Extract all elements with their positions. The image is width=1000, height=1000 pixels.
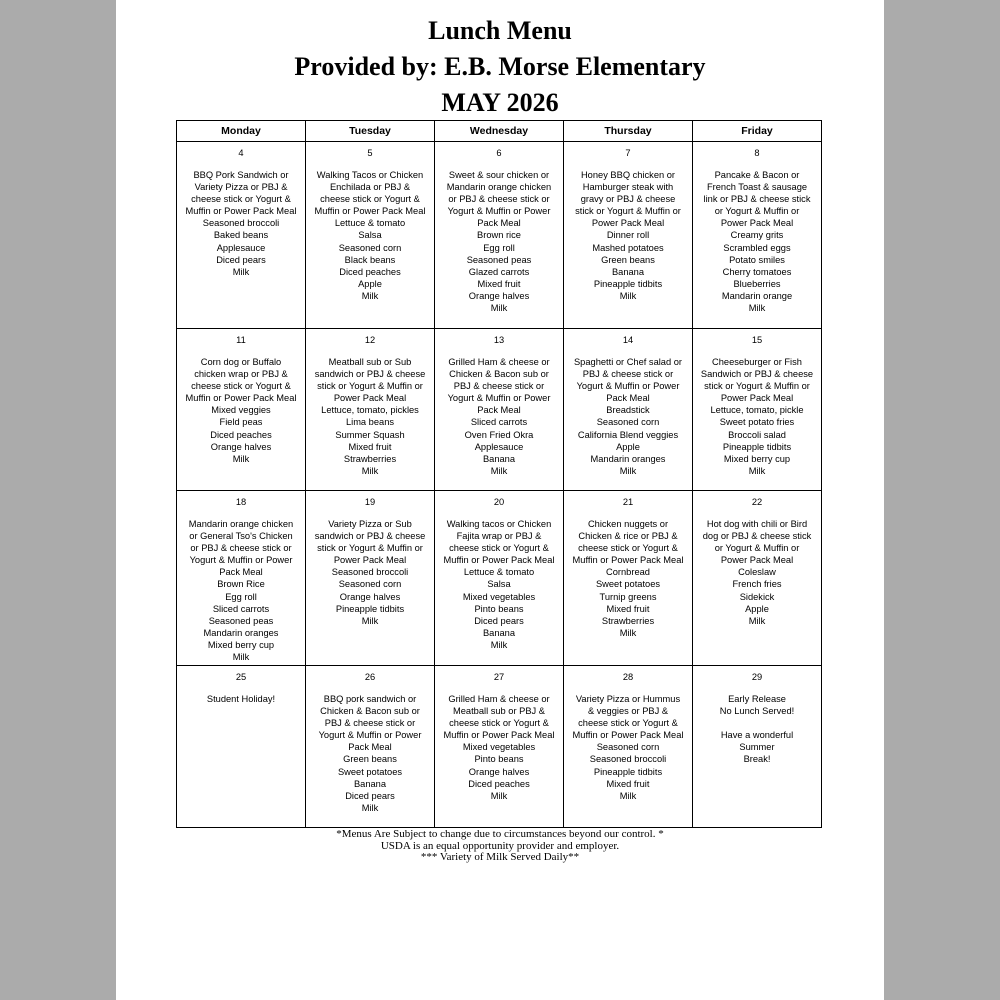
menu-items: [565, 509, 691, 639]
footer-disclaimer: *Menus Are Subject to change due to circumstances beyond our control. *: [336, 828, 664, 840]
menu-line: Milk: [361, 615, 379, 626]
week-row: [177, 491, 822, 666]
menu-line: Broccoli salad: [728, 429, 786, 440]
menu-line: Sliced carrots: [470, 417, 528, 428]
menu-line: Pinto beans: [474, 754, 524, 765]
day-cell: [306, 491, 435, 666]
menu-line: Orange halves: [468, 290, 530, 301]
menu-line: or PBJ & cheese stick or: [190, 543, 292, 554]
provider-heading: Provided by: E.B. Morse Elementary: [294, 52, 706, 81]
menu-line: Student Holiday!: [206, 694, 276, 704]
day-cell: [693, 329, 822, 491]
menu-line: Blueberries: [733, 278, 781, 289]
day-number: 20: [493, 497, 505, 507]
menu-line: Seasoned broccoli: [331, 567, 409, 578]
menu-page: [116, 0, 884, 1000]
menu-line: BBQ Pork Sandwich or: [193, 170, 289, 180]
menu-line: & veggies or PBJ &: [587, 706, 669, 717]
menu-line: Brown rice: [477, 230, 521, 241]
menu-line: Meatball sub or Sub: [328, 357, 412, 367]
menu-line: Seasoned corn: [338, 242, 402, 253]
menu-line: Banana: [353, 778, 387, 789]
menu-line: Milk: [619, 465, 637, 476]
weekday-header: Tuesday: [306, 121, 435, 142]
menu-line: PBJ & cheese stick or: [324, 718, 416, 729]
menu-line: Coleslaw: [738, 567, 776, 578]
menu-line: Milk: [748, 303, 766, 314]
menu-line: stick or Yogurt & Muffin or: [704, 381, 810, 392]
day-number: 8: [754, 148, 760, 158]
menu-line: Orange halves: [468, 766, 530, 777]
menu-line: Power Pack Meal: [720, 555, 794, 566]
menu-line: Hot dog with chili or Bird: [706, 519, 808, 529]
footer-notes: [116, 829, 884, 864]
menu-line: Lima beans: [345, 417, 395, 428]
menu-items: [436, 347, 562, 477]
day-number: 4: [238, 148, 244, 158]
menu-line: PBJ & cheese stick or: [453, 381, 545, 392]
day-cell: [564, 666, 693, 828]
menu-line: Oven Fried Okra: [464, 429, 534, 440]
menu-line: Orange halves: [210, 441, 272, 452]
day-cell: [564, 329, 693, 491]
menu-line: Mandarin orange: [721, 290, 793, 301]
menu-line: Milk: [361, 290, 379, 301]
menu-line: Pack Meal: [477, 405, 521, 416]
day-cell: [435, 666, 564, 828]
day-number: 15: [751, 335, 763, 345]
menu-line: cheese stick or Yogurt &: [191, 381, 291, 392]
menu-line: Baked beans: [213, 230, 269, 241]
menu-line: Power Pack Meal: [720, 218, 794, 229]
menu-line: Milk: [361, 802, 379, 813]
menu-line: Banana: [482, 627, 516, 638]
menu-line: Turnip greens: [599, 591, 657, 602]
menu-line: dog or PBJ & cheese stick: [702, 531, 812, 542]
day-cell: [306, 329, 435, 491]
menu-line: Black beans: [344, 254, 396, 265]
menu-items: [178, 347, 304, 465]
menu-line: Variety Pizza or Hummus: [575, 694, 681, 704]
menu-line: Brown Rice: [217, 579, 265, 590]
menu-line: or Yogurt & Muffin or: [714, 206, 800, 217]
menu-line: Mixed berry cup: [723, 453, 791, 464]
menu-line: Lettuce & tomato: [334, 218, 406, 229]
day-cell: [177, 329, 306, 491]
menu-line: Break!: [743, 754, 771, 765]
menu-line: Mixed fruit: [477, 278, 521, 289]
menu-line: Yogurt & Muffin or Power: [447, 393, 551, 404]
menu-line: Chicken & Bacon sub or: [449, 369, 549, 380]
menu-line: Diced peaches: [339, 266, 401, 277]
day-number: 7: [625, 148, 631, 158]
day-number: 5: [367, 148, 373, 158]
menu-line: Variety Pizza or PBJ &: [194, 182, 288, 193]
menu-line: Yogurt & Muffin or Power: [318, 730, 422, 741]
menu-items: [436, 509, 562, 651]
menu-line: Muffin or Power Pack Meal: [572, 730, 684, 741]
menu-line: Spaghetti or Chef salad or: [573, 357, 682, 367]
lunch-calendar: [176, 120, 822, 828]
menu-line: chicken wrap or PBJ &: [194, 369, 288, 380]
menu-items: [178, 160, 304, 278]
menu-line: Muffin or Power Pack Meal: [443, 555, 555, 566]
menu-line: Muffin or Power Pack Meal: [314, 206, 426, 217]
menu-line: Milk: [748, 465, 766, 476]
menu-line: Enchilada or PBJ &: [329, 182, 411, 193]
menu-line: stick or Yogurt & Muffin or: [575, 206, 681, 217]
menu-line: Mandarin orange chicken: [188, 519, 294, 529]
menu-line: Mixed veggies: [211, 405, 271, 416]
week-row: [177, 329, 822, 491]
menu-line: Variety Pizza or Sub: [328, 519, 412, 529]
menu-line: link or PBJ & cheese stick: [703, 194, 811, 205]
menu-line: Milk: [490, 639, 508, 650]
menu-line: Muffin or Power Pack Meal: [185, 393, 297, 404]
week-row: [177, 142, 822, 329]
menu-line: Sweet potato fries: [719, 417, 795, 428]
menu-line: Diced peaches: [210, 429, 272, 440]
day-number: 22: [751, 497, 763, 507]
menu-line: sandwich or PBJ & cheese: [314, 531, 426, 542]
menu-line: Dinner roll: [606, 230, 650, 241]
menu-line: Milk: [361, 465, 379, 476]
menu-line: Power Pack Meal: [720, 393, 794, 404]
menu-line: Sliced carrots: [212, 603, 270, 614]
menu-line: Sidekick: [739, 591, 775, 602]
menu-line: Cheeseburger or Fish: [712, 357, 802, 367]
week-row: [177, 666, 822, 828]
menu-line: Pack Meal: [606, 393, 650, 404]
menu-line: Milk: [232, 453, 250, 464]
menu-line: Grilled Ham & cheese or: [448, 357, 550, 367]
menu-line: California Blend veggies: [577, 429, 679, 440]
menu-line: Strawberries: [343, 453, 397, 464]
day-number: 25: [235, 672, 247, 682]
menu-line: Milk: [490, 790, 508, 801]
menu-line: gravy or PBJ & cheese: [580, 194, 676, 205]
weekday-header-row: [177, 121, 822, 142]
menu-line: Diced pears: [345, 790, 395, 801]
day-number: 18: [235, 497, 247, 507]
menu-line: Muffin or Power Pack Meal: [185, 206, 297, 217]
menu-line: Banana: [482, 453, 516, 464]
menu-line: Power Pack Meal: [333, 555, 407, 566]
menu-line: Lettuce, tomato, pickle: [710, 405, 804, 416]
menu-line: stick or Yogurt & Muffin or: [317, 543, 423, 554]
menu-line: stick or Yogurt & Muffin or: [317, 381, 423, 392]
menu-line: cheese stick or Yogurt &: [578, 718, 678, 729]
menu-items: [436, 160, 562, 314]
month-heading: MAY 2026: [441, 88, 559, 117]
menu-line: Potato smiles: [729, 254, 785, 265]
menu-items: [565, 684, 691, 802]
menu-line: Seasoned broccoli: [202, 218, 280, 229]
day-number: 12: [364, 335, 376, 345]
weekday-header: Thursday: [564, 121, 693, 142]
menu-line: Mixed berry cup: [207, 639, 275, 650]
weekday-header: Wednesday: [435, 121, 564, 142]
day-cell: [564, 142, 693, 329]
day-cell: [435, 142, 564, 329]
menu-line: Milk: [748, 615, 766, 626]
menu-line: Sweet potatoes: [337, 766, 403, 777]
day-number: 27: [493, 672, 505, 682]
menu-items: [694, 509, 820, 627]
menu-line: Meatball sub or PBJ &: [453, 706, 545, 717]
weekday-header: Friday: [693, 121, 822, 142]
menu-line: Seasoned peas: [208, 615, 274, 626]
menu-line: Seasoned corn: [596, 742, 660, 753]
menu-line: Honey BBQ chicken or: [580, 170, 676, 180]
menu-line: Sweet potatoes: [595, 579, 661, 590]
day-number: 14: [622, 335, 634, 345]
menu-line: Salsa: [358, 230, 382, 241]
menu-line: or Yogurt & Muffin or: [714, 543, 800, 554]
menu-line: Pineapple tidbits: [593, 766, 663, 777]
menu-line: Chicken nuggets or: [587, 519, 669, 529]
page-title: Lunch Menu: [428, 16, 572, 45]
menu-line: Milk: [619, 290, 637, 301]
menu-items: [565, 160, 691, 302]
menu-line: Glazed carrots: [468, 266, 530, 277]
day-number: 26: [364, 672, 376, 682]
menu-line: Seasoned corn: [338, 579, 402, 590]
menu-line: Lettuce, tomato, pickles: [321, 405, 419, 416]
menu-line: Pinto beans: [474, 603, 524, 614]
menu-line: Pineapple tidbits: [593, 278, 663, 289]
menu-line: Banana: [611, 266, 645, 277]
day-cell: [306, 666, 435, 828]
menu-line: Pack Meal: [477, 218, 521, 229]
menu-items: [178, 684, 304, 705]
menu-line: Walking Tacos or Chicken: [316, 170, 424, 180]
day-cell: [177, 142, 306, 329]
menu-line: Seasoned broccoli: [589, 754, 667, 765]
day-number: 19: [364, 497, 376, 507]
menu-line: Muffin or Power Pack Meal: [443, 730, 555, 741]
menu-line: Scrambled eggs: [723, 242, 791, 253]
day-cell: [564, 491, 693, 666]
menu-line: Diced pears: [474, 615, 524, 626]
day-number: 29: [751, 672, 763, 682]
menu-line: Sandwich or PBJ & cheese: [700, 369, 814, 380]
day-cell: [177, 491, 306, 666]
menu-line: Chicken & rice or PBJ &: [578, 531, 678, 542]
menu-line: French fries: [732, 579, 782, 590]
menu-line: Apple: [745, 603, 769, 614]
menu-line: Salsa: [487, 579, 511, 590]
day-number: 6: [496, 148, 502, 158]
weekday-header: Monday: [177, 121, 306, 142]
menu-line: Green beans: [343, 754, 397, 765]
menu-line: Milk: [619, 790, 637, 801]
menu-line: Mixed vegetables: [462, 742, 536, 753]
menu-line: Mixed fruit: [606, 778, 650, 789]
menu-line: Milk: [232, 266, 250, 277]
menu-line: Apple: [616, 441, 640, 452]
menu-line: Mandarin oranges: [203, 627, 279, 638]
day-cell: [306, 142, 435, 329]
menu-line: Milk: [619, 627, 637, 638]
menu-line: Breadstick: [606, 405, 650, 416]
menu-line: cheese stick or Yogurt &: [320, 194, 420, 205]
menu-line: cheese stick or Yogurt &: [449, 718, 549, 729]
menu-line: Corn dog or Buffalo: [200, 357, 282, 367]
menu-items: [307, 509, 433, 627]
menu-line: Lettuce & tomato: [463, 567, 535, 578]
menu-items: [694, 684, 820, 766]
menu-line: Grilled Ham & cheese or: [448, 694, 550, 704]
menu-line: Milk: [490, 465, 508, 476]
menu-line: Have a wonderful: [720, 730, 794, 741]
menu-items: [436, 684, 562, 802]
menu-line: Green beans: [601, 254, 655, 265]
menu-line: Seasoned corn: [596, 417, 660, 428]
menu-line: Yogurt & Muffin or Power: [447, 206, 551, 217]
menu-line: or General Tso's Chicken: [189, 531, 293, 542]
menu-line: Chicken & Bacon sub or: [320, 706, 420, 717]
menu-line: Mandarin oranges: [590, 453, 666, 464]
menu-line: [694, 717, 820, 729]
menu-line: Mandarin orange chicken: [446, 182, 552, 193]
menu-line: Apple: [358, 278, 382, 289]
day-cell: [177, 666, 306, 828]
menu-items: [694, 347, 820, 477]
menu-line: Pack Meal: [219, 567, 263, 578]
menu-line: Strawberries: [601, 615, 655, 626]
menu-line: Cherry tomatoes: [722, 266, 792, 277]
menu-line: Yogurt & Muffin or Power: [189, 555, 293, 566]
day-number: 21: [622, 497, 634, 507]
menu-line: Orange halves: [339, 591, 401, 602]
menu-line: Milk: [232, 652, 250, 663]
menu-line: Cornbread: [606, 567, 650, 578]
menu-line: or PBJ & cheese stick or: [448, 194, 550, 205]
menu-line: Power Pack Meal: [591, 218, 665, 229]
menu-line: Creamy grits: [730, 230, 784, 241]
menu-line: Summer: [739, 742, 775, 753]
menu-line: cheese stick or Yogurt &: [191, 194, 291, 205]
day-number: 13: [493, 335, 505, 345]
day-cell: [435, 329, 564, 491]
menu-line: Egg roll: [483, 242, 515, 253]
menu-line: Sweet & sour chicken or: [448, 170, 550, 180]
menu-line: Seasoned peas: [466, 254, 532, 265]
menu-line: French Toast & sausage: [706, 182, 808, 193]
footer-milk-note: *** Variety of Milk Served Daily**: [420, 851, 580, 863]
menu-line: Pineapple tidbits: [335, 603, 405, 614]
day-cell: [693, 666, 822, 828]
menu-line: cheese stick or Yogurt &: [578, 543, 678, 554]
menu-line: Mixed fruit: [606, 603, 650, 614]
menu-line: cheese stick or Yogurt &: [449, 543, 549, 554]
menu-line: Mixed vegetables: [462, 591, 536, 602]
menu-line: Fajita wrap or PBJ &: [456, 531, 542, 542]
menu-items: [565, 347, 691, 477]
menu-line: Yogurt & Muffin or Power: [576, 381, 680, 392]
day-cell: [693, 142, 822, 329]
menu-line: Pancake & Bacon or: [714, 170, 800, 180]
menu-items: [694, 160, 820, 314]
menu-items: [178, 509, 304, 663]
menu-line: PBJ & cheese stick or: [582, 369, 674, 380]
menu-line: Hamburger steak with: [582, 182, 674, 193]
menu-line: Applesauce: [474, 441, 524, 452]
menu-line: Summer Squash: [335, 429, 405, 440]
menu-line: Early Release: [728, 694, 786, 704]
footer-usda: USDA is an equal opportunity provider and employer.: [380, 839, 620, 852]
menu-line: Walking tacos or Chicken: [446, 519, 552, 529]
menu-line: Field peas: [219, 417, 263, 428]
menu-line: Mashed potatoes: [592, 242, 664, 253]
day-cell: [693, 491, 822, 666]
menu-line: BBQ pork sandwich or: [323, 694, 417, 704]
day-number: 28: [622, 672, 634, 682]
menu-line: Pineapple tidbits: [722, 441, 792, 452]
menu-line: Milk: [490, 303, 508, 314]
menu-line: Egg roll: [225, 591, 257, 602]
menu-line: Power Pack Meal: [333, 393, 407, 404]
menu-line: Muffin or Power Pack Meal: [572, 555, 684, 566]
menu-line: Applesauce: [216, 242, 266, 253]
menu-line: No Lunch Served!: [719, 706, 795, 717]
menu-line: Diced pears: [216, 254, 266, 265]
menu-items: [307, 684, 433, 814]
day-number: 11: [236, 335, 246, 345]
day-cell: [435, 491, 564, 666]
menu-line: sandwich or PBJ & cheese: [314, 369, 426, 380]
menu-line: Mixed fruit: [348, 441, 392, 452]
menu-items: [307, 347, 433, 477]
menu-line: Diced peaches: [468, 778, 530, 789]
menu-items: [307, 160, 433, 302]
menu-line: Pack Meal: [348, 742, 392, 753]
